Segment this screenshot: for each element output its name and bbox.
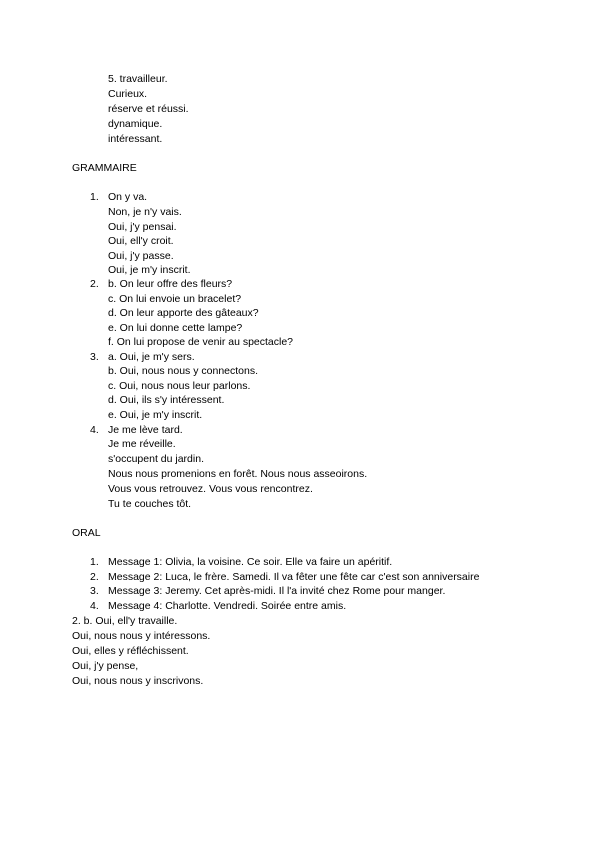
- answer-line: Oui, elles y réfléchissent.: [72, 645, 189, 657]
- exercise-number: 3.: [90, 351, 99, 363]
- exercise-line: Non, je n'y vais.: [108, 206, 182, 218]
- vocab-line: Curieux.: [108, 88, 148, 100]
- exercise-line: e. On lui donne cette lampe?: [108, 322, 243, 334]
- message-line: Message 4: Charlotte. Vendredi. Soirée entre amis.: [108, 600, 347, 612]
- vocab-line: intéressant.: [108, 133, 163, 145]
- message-line: Message 3: Jeremy. Cet après-midi. Il l'a invité chez Rome pour manger.: [108, 585, 446, 597]
- exercise-line: c. Oui, nous nous leur parlons.: [108, 380, 251, 392]
- exercise-line: b. Oui, nous nous y connectons.: [108, 365, 259, 377]
- exercise-line: d. Oui, ils s'y intéressent.: [108, 394, 225, 406]
- exercise-line: Oui, j'y pensai.: [108, 221, 177, 233]
- exercise-number: 1.: [90, 191, 99, 203]
- exercise-line: d. On leur apporte des gâteaux?: [108, 307, 259, 319]
- exercise-line: Je me lève tard.: [108, 424, 183, 436]
- message-number: 3.: [90, 585, 99, 597]
- exercise-line: On y va.: [108, 191, 148, 203]
- exercise-line: c. On lui envoie un bracelet?: [108, 293, 242, 305]
- message-number: 4.: [90, 600, 99, 612]
- message-number: 1.: [90, 556, 99, 568]
- answer-line: Oui, nous nous y intéressons.: [72, 630, 211, 642]
- exercise-line: b. On leur offre des fleurs?: [108, 278, 233, 290]
- exercise-line: Oui, ell'y croit.: [108, 235, 174, 247]
- exercise-line: Vous vous retrouvez. Vous vous rencontrez.: [108, 483, 313, 495]
- section-heading-grammaire: GRAMMAIRE: [72, 162, 137, 174]
- answer-line: 2. b. Oui, ell'y travaille.: [72, 615, 178, 627]
- message-number: 2.: [90, 571, 99, 583]
- exercise-line: Oui, je m'y inscrit.: [108, 264, 191, 276]
- vocab-line: réserve et réussi.: [108, 103, 189, 115]
- exercise-line: Je me réveille.: [108, 438, 176, 450]
- exercise-line: Nous nous promenions en forêt. Nous nous asseoirons.: [108, 468, 368, 480]
- exercise-line: e. Oui, je m'y inscrit.: [108, 409, 203, 421]
- exercise-line: Oui, j'y passe.: [108, 250, 174, 262]
- section-heading-oral: ORAL: [72, 527, 101, 539]
- answer-line: Oui, nous nous y inscrivons.: [72, 675, 204, 687]
- vocab-line: dynamique.: [108, 118, 163, 130]
- answer-line: Oui, j'y pense,: [72, 660, 139, 672]
- exercise-line: Tu te couches tôt.: [108, 498, 192, 510]
- message-line: Message 2: Luca, le frère. Samedi. Il va fêter une fête car c'est son anniversaire: [108, 571, 480, 583]
- exercise-line: a. Oui, je m'y sers.: [108, 351, 195, 363]
- vocab-line: 5. travailleur.: [108, 73, 168, 85]
- exercise-number: 2.: [90, 278, 99, 290]
- message-line: Message 1: Olivia, la voisine. Ce soir. Elle va faire un apéritif.: [108, 556, 393, 568]
- exercise-line: f. On lui propose de venir au spectacle?: [108, 336, 294, 348]
- exercise-number: 4.: [90, 424, 99, 436]
- exercise-line: s'occupent du jardin.: [108, 453, 204, 465]
